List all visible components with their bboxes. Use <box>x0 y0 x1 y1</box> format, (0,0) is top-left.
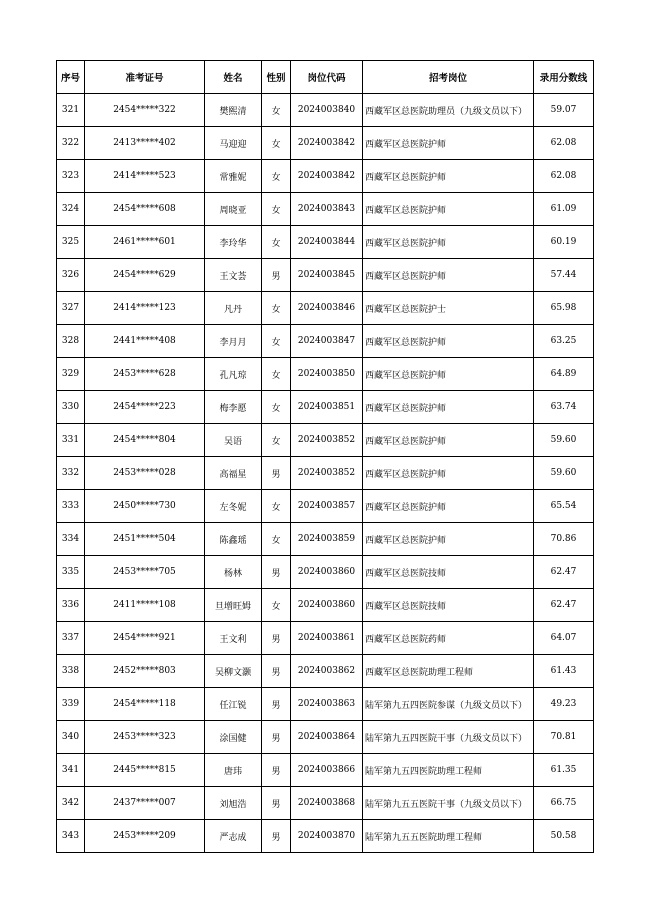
cell-gender: 女 <box>262 424 291 457</box>
cell-post-code: 2024003842 <box>291 127 363 160</box>
cell-post: 陆军第九五四医院助理工程师 <box>363 754 534 787</box>
table-row <box>57 325 594 358</box>
cell-name: 凡丹 <box>205 292 262 325</box>
cell-post-code: 2024003861 <box>291 622 363 655</box>
cell-post: 西藏军区总医院护师 <box>363 457 534 490</box>
cell-gender: 男 <box>262 622 291 655</box>
cell-name: 梅李愿 <box>205 391 262 424</box>
cell-name: 王文荟 <box>205 259 262 292</box>
cell-gender: 男 <box>262 259 291 292</box>
cell-score: 64.07 <box>534 622 594 655</box>
cell-post: 西藏军区总医院护师 <box>363 193 534 226</box>
cell-seq: 333 <box>57 490 85 523</box>
cell-post-code: 2024003843 <box>291 193 363 226</box>
cell-score: 61.35 <box>534 754 594 787</box>
cell-exam-id: 2454*****322 <box>85 94 205 127</box>
cell-score: 61.09 <box>534 193 594 226</box>
table-row <box>57 259 594 292</box>
cell-name: 吴柳文灏 <box>205 655 262 688</box>
header-score: 录用分数线 <box>534 61 594 94</box>
cell-exam-id: 2454*****921 <box>85 622 205 655</box>
cell-post: 西藏军区总医院护师 <box>363 358 534 391</box>
cell-exam-id: 2453*****628 <box>85 358 205 391</box>
cell-gender: 女 <box>262 292 291 325</box>
header-post: 招考岗位 <box>363 61 534 94</box>
header-name: 姓名 <box>205 61 262 94</box>
table-row <box>57 127 594 160</box>
cell-post-code: 2024003844 <box>291 226 363 259</box>
cell-seq: 338 <box>57 655 85 688</box>
table-row <box>57 358 594 391</box>
cell-score: 70.81 <box>534 721 594 754</box>
cell-post-code: 2024003845 <box>291 259 363 292</box>
cell-post: 西藏军区总医院护师 <box>363 226 534 259</box>
table-row <box>57 160 594 193</box>
table-row <box>57 523 594 556</box>
table-row <box>57 391 594 424</box>
cell-post-code: 2024003850 <box>291 358 363 391</box>
table-row <box>57 589 594 622</box>
cell-exam-id: 2441*****408 <box>85 325 205 358</box>
cell-post-code: 2024003868 <box>291 787 363 820</box>
cell-seq: 326 <box>57 259 85 292</box>
table-row <box>57 787 594 820</box>
cell-name: 杨林 <box>205 556 262 589</box>
cell-post: 西藏军区总医院护师 <box>363 424 534 457</box>
cell-gender: 男 <box>262 688 291 721</box>
cell-post: 西藏军区总医院护师 <box>363 391 534 424</box>
cell-seq: 335 <box>57 556 85 589</box>
cell-gender: 女 <box>262 226 291 259</box>
cell-exam-id: 2451*****504 <box>85 523 205 556</box>
cell-name: 涂国健 <box>205 721 262 754</box>
cell-post-code: 2024003859 <box>291 523 363 556</box>
cell-post: 西藏军区总医院护师 <box>363 160 534 193</box>
cell-post-code: 2024003870 <box>291 820 363 853</box>
table-row <box>57 721 594 754</box>
cell-post: 西藏军区总医院药师 <box>363 622 534 655</box>
cell-seq: 331 <box>57 424 85 457</box>
cell-name: 陈鑫瑶 <box>205 523 262 556</box>
cell-score: 50.58 <box>534 820 594 853</box>
cell-gender: 男 <box>262 754 291 787</box>
cell-post: 西藏军区总医院护师 <box>363 127 534 160</box>
header-row <box>57 61 594 94</box>
cell-post: 陆军第九五五医院助理工程师 <box>363 820 534 853</box>
cell-name: 孔凡琼 <box>205 358 262 391</box>
table-row <box>57 292 594 325</box>
table-row <box>57 688 594 721</box>
cell-score: 57.44 <box>534 259 594 292</box>
cell-exam-id: 2445*****815 <box>85 754 205 787</box>
cell-name: 李月月 <box>205 325 262 358</box>
cell-post: 陆军第九五四医院参谋（九级文员以下） <box>363 688 534 721</box>
cell-seq: 324 <box>57 193 85 226</box>
cell-exam-id: 2453*****028 <box>85 457 205 490</box>
cell-exam-id: 2454*****608 <box>85 193 205 226</box>
cell-post-code: 2024003840 <box>291 94 363 127</box>
cell-post-code: 2024003846 <box>291 292 363 325</box>
table-body <box>57 94 594 853</box>
cell-name: 左冬妮 <box>205 490 262 523</box>
cell-name: 任江锐 <box>205 688 262 721</box>
table-row <box>57 94 594 127</box>
cell-gender: 男 <box>262 787 291 820</box>
cell-gender: 女 <box>262 193 291 226</box>
cell-name: 唐玮 <box>205 754 262 787</box>
cell-score: 59.60 <box>534 424 594 457</box>
cell-post-code: 2024003847 <box>291 325 363 358</box>
cell-seq: 327 <box>57 292 85 325</box>
cell-post: 西藏军区总医院护士 <box>363 292 534 325</box>
cell-score: 63.74 <box>534 391 594 424</box>
cell-score: 65.98 <box>534 292 594 325</box>
table-row <box>57 193 594 226</box>
cell-exam-id: 2413*****402 <box>85 127 205 160</box>
cell-exam-id: 2454*****223 <box>85 391 205 424</box>
cell-seq: 330 <box>57 391 85 424</box>
cell-name: 高福星 <box>205 457 262 490</box>
cell-post-code: 2024003863 <box>291 688 363 721</box>
cell-seq: 329 <box>57 358 85 391</box>
cell-exam-id: 2454*****629 <box>85 259 205 292</box>
cell-score: 65.54 <box>534 490 594 523</box>
cell-seq: 332 <box>57 457 85 490</box>
cell-post: 西藏军区总医院护师 <box>363 259 534 292</box>
cell-post: 陆军第九五五医院干事（九级文员以下） <box>363 787 534 820</box>
table-row <box>57 556 594 589</box>
cell-seq: 323 <box>57 160 85 193</box>
cell-score: 66.75 <box>534 787 594 820</box>
cell-exam-id: 2450*****730 <box>85 490 205 523</box>
table-row <box>57 754 594 787</box>
cell-score: 63.25 <box>534 325 594 358</box>
cell-score: 62.47 <box>534 556 594 589</box>
cell-post-code: 2024003842 <box>291 160 363 193</box>
cell-name: 常雅妮 <box>205 160 262 193</box>
cell-score: 60.19 <box>534 226 594 259</box>
cell-post-code: 2024003852 <box>291 424 363 457</box>
cell-post: 西藏军区总医院技师 <box>363 589 534 622</box>
table-row <box>57 457 594 490</box>
cell-exam-id: 2453*****323 <box>85 721 205 754</box>
cell-post-code: 2024003851 <box>291 391 363 424</box>
header-exam-id: 准考证号 <box>85 61 205 94</box>
cell-exam-id: 2452*****803 <box>85 655 205 688</box>
table-row <box>57 226 594 259</box>
cell-seq: 334 <box>57 523 85 556</box>
table-row <box>57 490 594 523</box>
cell-score: 64.89 <box>534 358 594 391</box>
table-row <box>57 655 594 688</box>
cell-seq: 340 <box>57 721 85 754</box>
cell-gender: 女 <box>262 391 291 424</box>
cell-post-code: 2024003866 <box>291 754 363 787</box>
cell-gender: 男 <box>262 457 291 490</box>
cell-gender: 男 <box>262 556 291 589</box>
cell-seq: 321 <box>57 94 85 127</box>
cell-seq: 343 <box>57 820 85 853</box>
cell-exam-id: 2414*****123 <box>85 292 205 325</box>
cell-name: 王文利 <box>205 622 262 655</box>
cell-gender: 女 <box>262 358 291 391</box>
cell-seq: 337 <box>57 622 85 655</box>
cell-seq: 339 <box>57 688 85 721</box>
header-post-code: 岗位代码 <box>291 61 363 94</box>
cell-score: 62.08 <box>534 160 594 193</box>
cell-post-code: 2024003852 <box>291 457 363 490</box>
cell-seq: 328 <box>57 325 85 358</box>
cell-gender: 男 <box>262 655 291 688</box>
cell-score: 62.08 <box>534 127 594 160</box>
cell-name: 刘旭浩 <box>205 787 262 820</box>
cell-name: 严志成 <box>205 820 262 853</box>
cell-gender: 女 <box>262 523 291 556</box>
cell-name: 李玲华 <box>205 226 262 259</box>
cell-post-code: 2024003860 <box>291 556 363 589</box>
cell-post: 西藏军区总医院护师 <box>363 490 534 523</box>
cell-exam-id: 2437*****007 <box>85 787 205 820</box>
cell-score: 59.60 <box>534 457 594 490</box>
cell-name: 马迎迎 <box>205 127 262 160</box>
table-row <box>57 820 594 853</box>
cell-post: 西藏军区总医院护师 <box>363 325 534 358</box>
cell-exam-id: 2454*****118 <box>85 688 205 721</box>
cell-gender: 女 <box>262 127 291 160</box>
cell-seq: 325 <box>57 226 85 259</box>
cell-seq: 342 <box>57 787 85 820</box>
cell-score: 61.43 <box>534 655 594 688</box>
cell-exam-id: 2453*****209 <box>85 820 205 853</box>
cell-post: 陆军第九五四医院干事（九级文员以下） <box>363 721 534 754</box>
cell-exam-id: 2461*****601 <box>85 226 205 259</box>
cell-post: 西藏军区总医院助理员（九级文员以下） <box>363 94 534 127</box>
cell-exam-id: 2414*****523 <box>85 160 205 193</box>
cell-post: 西藏军区总医院助理工程师 <box>363 655 534 688</box>
cell-post-code: 2024003860 <box>291 589 363 622</box>
cell-exam-id: 2411*****108 <box>85 589 205 622</box>
cell-gender: 女 <box>262 490 291 523</box>
table-row <box>57 622 594 655</box>
header-gender: 性别 <box>262 61 291 94</box>
cell-post: 西藏军区总医院技师 <box>363 556 534 589</box>
cell-gender: 女 <box>262 589 291 622</box>
cell-name: 樊熙清 <box>205 94 262 127</box>
cell-gender: 女 <box>262 325 291 358</box>
cell-gender: 女 <box>262 160 291 193</box>
header-seq: 序号 <box>57 61 85 94</box>
cell-post: 西藏军区总医院护师 <box>363 523 534 556</box>
cell-name: 周晓亚 <box>205 193 262 226</box>
cell-exam-id: 2453*****705 <box>85 556 205 589</box>
table-row <box>57 424 594 457</box>
cell-score: 49.23 <box>534 688 594 721</box>
cell-post-code: 2024003864 <box>291 721 363 754</box>
cell-exam-id: 2454*****804 <box>85 424 205 457</box>
admission-table <box>56 60 594 853</box>
cell-score: 62.47 <box>534 589 594 622</box>
cell-gender: 男 <box>262 721 291 754</box>
cell-score: 70.86 <box>534 523 594 556</box>
cell-name: 吴语 <box>205 424 262 457</box>
cell-gender: 女 <box>262 94 291 127</box>
cell-seq: 336 <box>57 589 85 622</box>
cell-score: 59.07 <box>534 94 594 127</box>
cell-seq: 341 <box>57 754 85 787</box>
cell-gender: 男 <box>262 820 291 853</box>
cell-seq: 322 <box>57 127 85 160</box>
cell-post-code: 2024003862 <box>291 655 363 688</box>
cell-name: 旦增旺姆 <box>205 589 262 622</box>
cell-post-code: 2024003857 <box>291 490 363 523</box>
